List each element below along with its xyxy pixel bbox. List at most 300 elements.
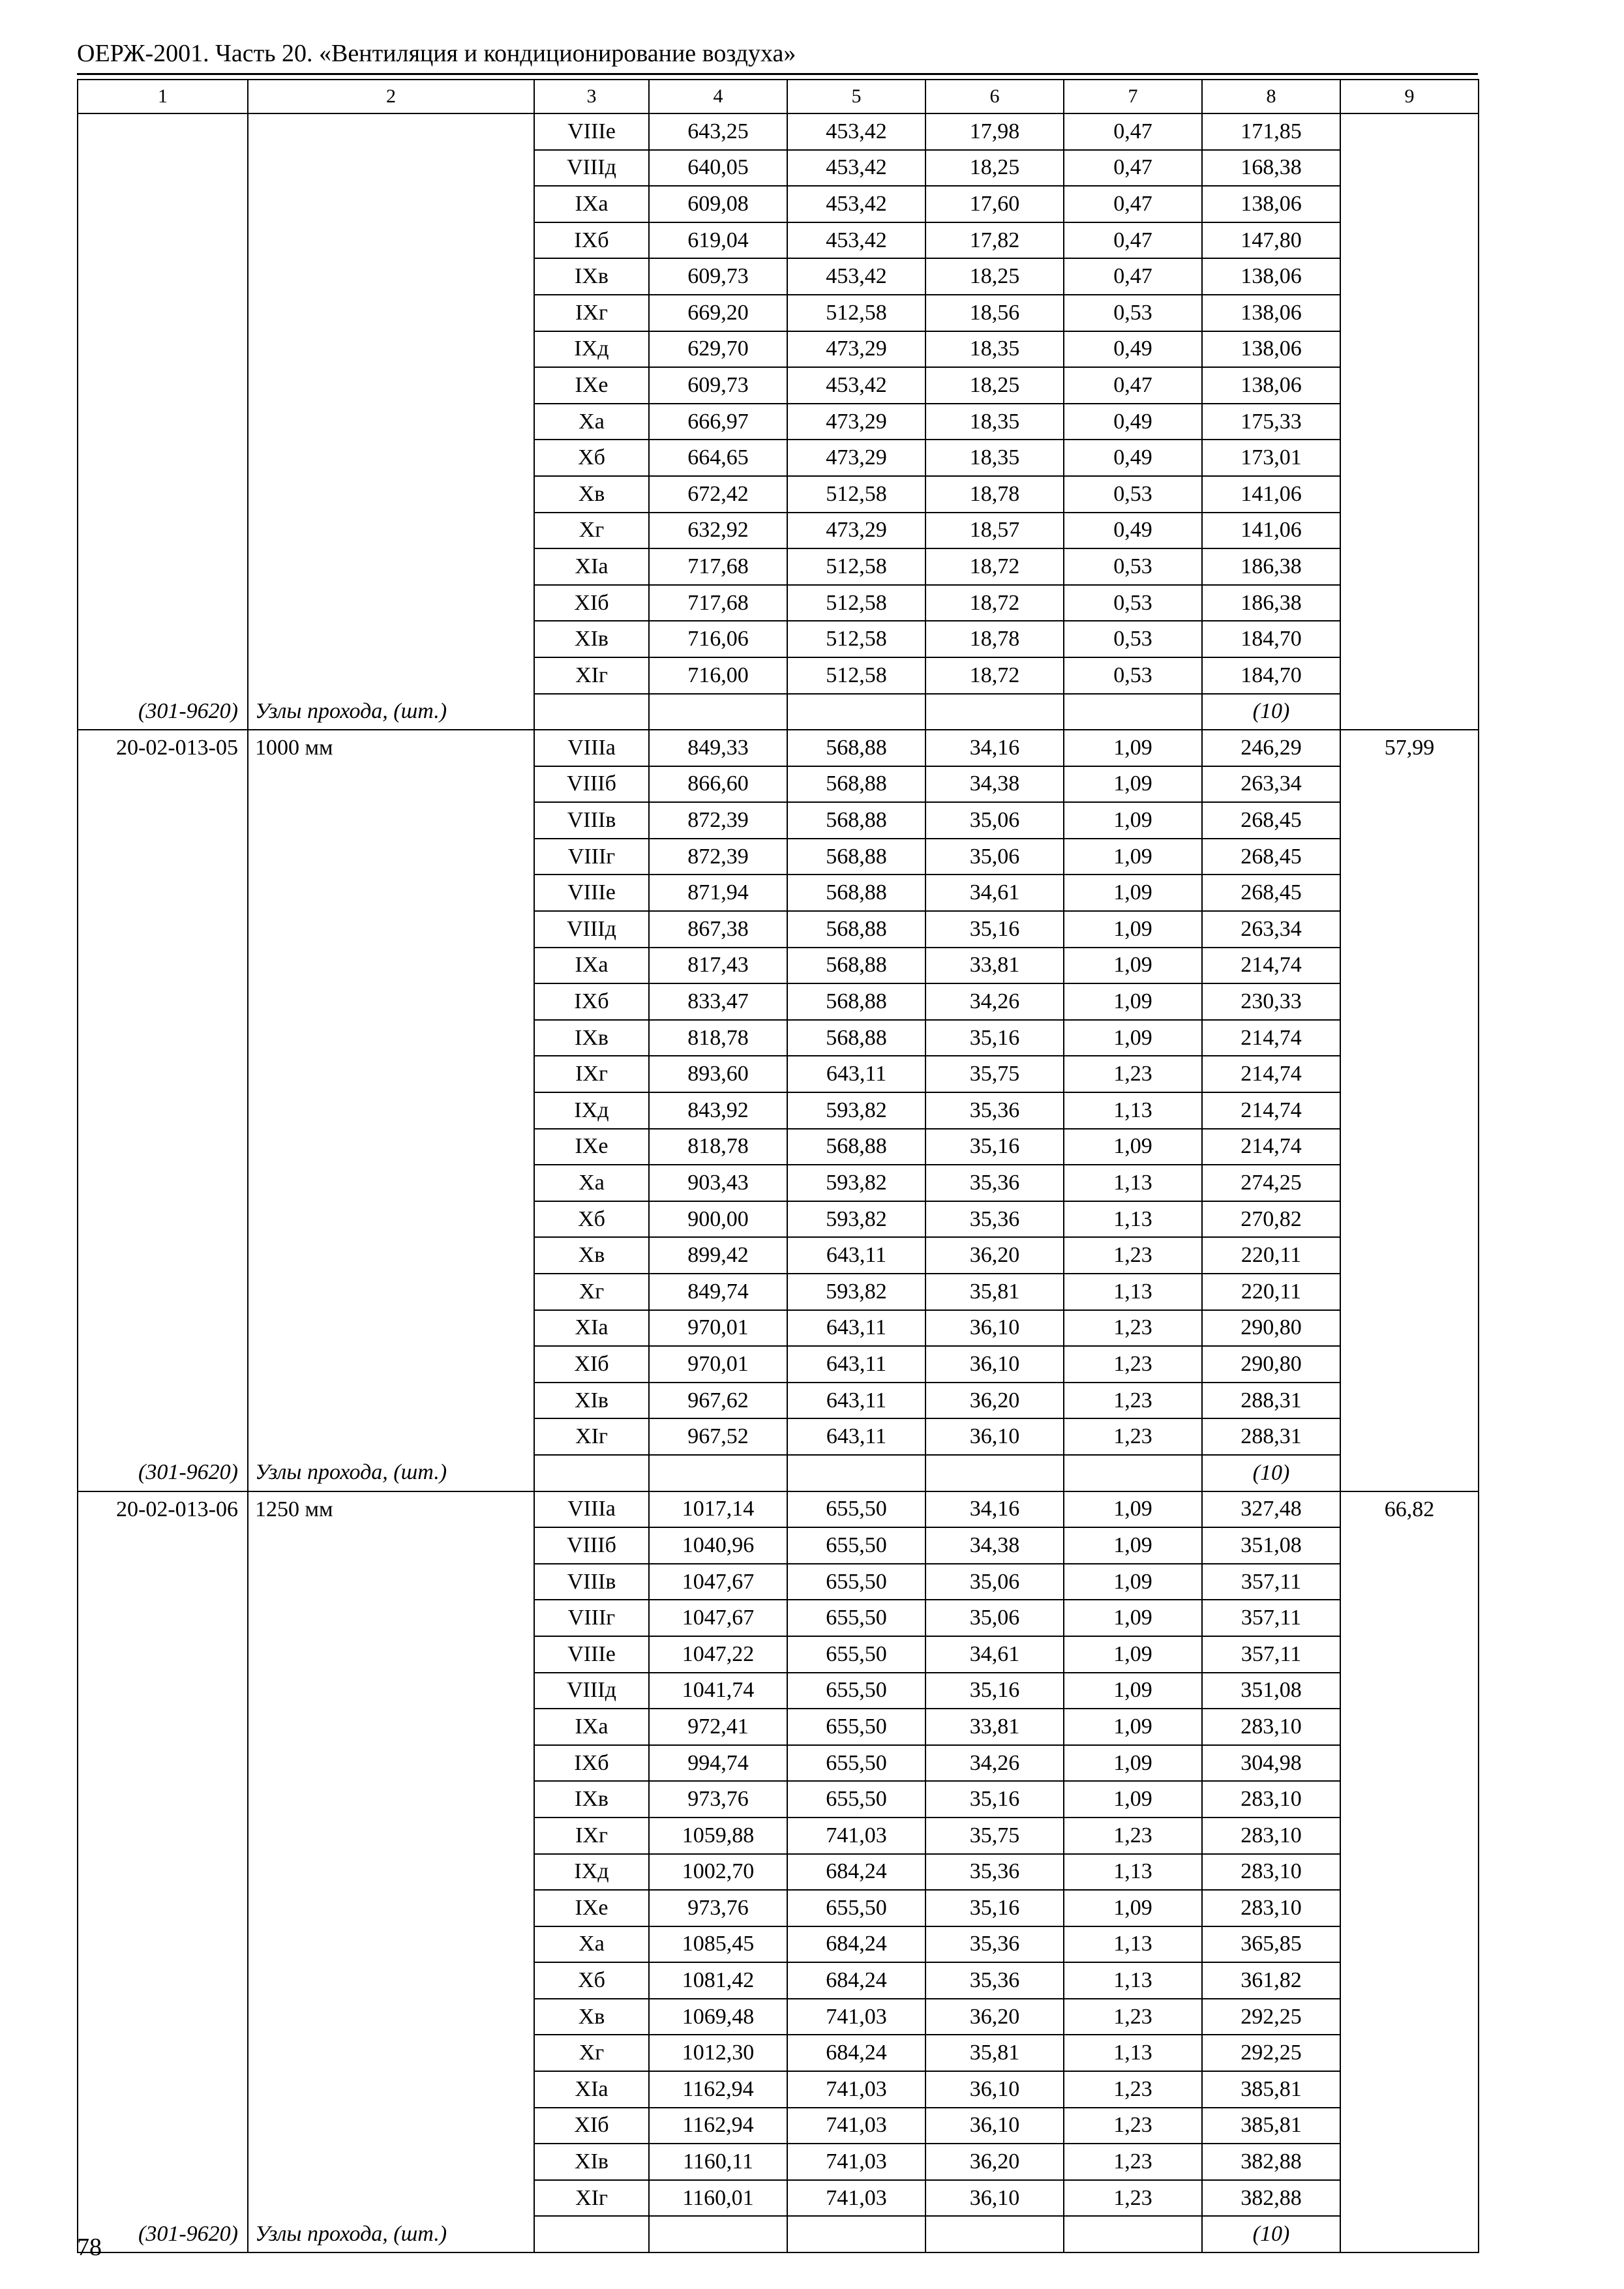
value-cell: 18,72 (925, 657, 1064, 694)
value-cell: 1,09 (1064, 983, 1202, 1020)
value-cell: 34,61 (925, 1636, 1064, 1673)
col9-cell: 57,99 (1340, 730, 1479, 766)
value-cell: 473,29 (787, 440, 925, 476)
work-name-cell (248, 2035, 534, 2071)
value-cell: 230,33 (1202, 983, 1340, 1020)
value-cell: 1085,45 (649, 1926, 787, 1963)
work-name-cell: 1000 мм (248, 730, 534, 766)
rate-code-cell (78, 1092, 248, 1129)
col9-cell (1340, 1418, 1479, 1455)
col9-cell (1340, 2035, 1479, 2071)
value-cell: 716,06 (649, 621, 787, 657)
value-cell: 1,23 (1064, 1383, 1202, 1419)
value-cell: 973,76 (649, 1890, 787, 1926)
value-cell: 17,60 (925, 186, 1064, 222)
value-cell: 1,23 (1064, 1237, 1202, 1274)
value-cell: 0,53 (1064, 585, 1202, 621)
rate-code-cell (78, 258, 248, 295)
value-cell: 1,23 (1064, 1818, 1202, 1854)
col9-cell (1340, 258, 1479, 295)
col9-cell (1340, 2108, 1479, 2144)
value-cell: 741,03 (787, 2144, 925, 2180)
value-cell: 1047,67 (649, 1564, 787, 1600)
value-cell (649, 694, 787, 730)
value-cell: 849,74 (649, 1274, 787, 1310)
rate-code-cell (78, 1056, 248, 1092)
value-cell: 1160,01 (649, 2180, 787, 2217)
value-cell: 593,82 (787, 1274, 925, 1310)
rate-code-cell (78, 875, 248, 911)
table-row (78, 2035, 1479, 2071)
value-cell: 817,43 (649, 948, 787, 984)
table-row (78, 1527, 1479, 1564)
value-cell: 263,34 (1202, 766, 1340, 803)
value-cell: 35,16 (925, 1020, 1064, 1056)
value-cell: 214,74 (1202, 1129, 1340, 1165)
rate-code-cell (78, 1636, 248, 1673)
value-cell: 593,82 (787, 1201, 925, 1238)
table-row (78, 1383, 1479, 1419)
value-cell: VIIIе (534, 875, 649, 911)
work-name-cell (248, 585, 534, 621)
table-row (78, 1600, 1479, 1636)
table-row (78, 1962, 1479, 1999)
table-row (78, 1201, 1479, 1238)
value-cell: 214,74 (1202, 1020, 1340, 1056)
value-cell: 1,09 (1064, 1745, 1202, 1782)
rate-code-cell (78, 1962, 248, 1999)
value-cell: 351,08 (1202, 1673, 1340, 1709)
column-number: 5 (787, 80, 925, 113)
column-number: 4 (649, 80, 787, 113)
value-cell: 716,00 (649, 657, 787, 694)
value-cell: 655,50 (787, 1491, 925, 1528)
value-cell: 1,23 (1064, 1999, 1202, 2035)
rate-code-cell (78, 1310, 248, 1347)
value-cell: 35,81 (925, 2035, 1064, 2071)
resource-footer-row (78, 2216, 1479, 2252)
value-cell: 1,09 (1064, 1890, 1202, 1926)
rate-code-cell (78, 1890, 248, 1926)
value-cell: VIIIб (534, 1527, 649, 1564)
col9-cell (1340, 911, 1479, 948)
value-cell: VIIIд (534, 150, 649, 187)
value-cell: 290,80 (1202, 1346, 1340, 1383)
table-row (78, 1129, 1479, 1165)
rate-code-cell (78, 1346, 248, 1383)
table-row (78, 1781, 1479, 1818)
value-cell: Xб (534, 1201, 649, 1238)
rate-code-cell (78, 1745, 248, 1782)
value-cell: 34,38 (925, 1527, 1064, 1564)
value-cell: 304,98 (1202, 1745, 1340, 1782)
table-row (78, 911, 1479, 948)
value-cell: 0,53 (1064, 476, 1202, 513)
value-cell: 385,81 (1202, 2108, 1340, 2144)
value-cell: 1160,11 (649, 2144, 787, 2180)
value-cell: IXа (534, 186, 649, 222)
work-name-cell (248, 1056, 534, 1092)
value-cell: 684,24 (787, 1962, 925, 1999)
table-row (78, 948, 1479, 984)
rate-code-cell (78, 766, 248, 803)
value-cell: XIг (534, 2180, 649, 2217)
value-cell: 473,29 (787, 331, 925, 368)
table-row (78, 1818, 1479, 1854)
value-cell: 453,42 (787, 150, 925, 187)
header-rule (77, 73, 1478, 75)
value-cell: 568,88 (787, 911, 925, 948)
value-cell: 361,82 (1202, 1962, 1340, 1999)
value-cell: Xб (534, 440, 649, 476)
value-cell: 643,11 (787, 1383, 925, 1419)
value-cell: XIг (534, 657, 649, 694)
work-name-cell (248, 404, 534, 440)
value-cell: IXд (534, 1854, 649, 1891)
table-row (78, 150, 1479, 187)
value-cell: 34,38 (925, 766, 1064, 803)
rate-code-cell (78, 1383, 248, 1419)
value-cell: 34,16 (925, 1491, 1064, 1528)
value-cell: 18,35 (925, 331, 1064, 368)
value-cell: VIIIе (534, 113, 649, 150)
value-cell: 35,16 (925, 1781, 1064, 1818)
value-cell: 1,09 (1064, 839, 1202, 875)
table-row (78, 2071, 1479, 2108)
value-cell (534, 1455, 649, 1491)
value-cell: 214,74 (1202, 1092, 1340, 1129)
rate-code-cell (78, 1201, 248, 1238)
table-row (78, 1709, 1479, 1745)
value-cell (787, 2216, 925, 2252)
table-row (78, 1274, 1479, 1310)
value-cell: 741,03 (787, 2108, 925, 2144)
value-cell: 17,98 (925, 113, 1064, 150)
value-cell: 655,50 (787, 1745, 925, 1782)
work-name-cell (248, 2108, 534, 2144)
value-cell: IXв (534, 258, 649, 295)
value-cell: 1,09 (1064, 1673, 1202, 1709)
value-cell: VIIIд (534, 911, 649, 948)
value-cell (649, 1455, 787, 1491)
value-cell: 0,53 (1064, 295, 1202, 331)
col9-cell (1340, 1745, 1479, 1782)
work-name-cell (248, 2144, 534, 2180)
value-cell (787, 694, 925, 730)
rate-code-cell (78, 911, 248, 948)
value-cell: 593,82 (787, 1165, 925, 1201)
value-cell: 1,09 (1064, 802, 1202, 839)
value-cell: 171,85 (1202, 113, 1340, 150)
resource-quantity-cell: (10) (1202, 1455, 1340, 1491)
rate-code-cell (78, 295, 248, 331)
column-number: 6 (925, 80, 1064, 113)
work-name-cell (248, 1564, 534, 1600)
table-row (78, 1418, 1479, 1455)
value-cell: Xв (534, 1999, 649, 2035)
value-cell: 0,49 (1064, 331, 1202, 368)
work-name-cell (248, 1854, 534, 1891)
rate-code-cell (78, 1709, 248, 1745)
value-cell: 365,85 (1202, 1926, 1340, 1963)
value-cell: 1040,96 (649, 1527, 787, 1564)
value-cell: 568,88 (787, 983, 925, 1020)
value-cell: VIIIб (534, 766, 649, 803)
value-cell: 473,29 (787, 513, 925, 549)
rate-code-cell (78, 1274, 248, 1310)
value-cell: 18,72 (925, 585, 1064, 621)
value-cell: 283,10 (1202, 1854, 1340, 1891)
value-cell: 1,23 (1064, 2180, 1202, 2217)
table-row (78, 440, 1479, 476)
value-cell: 35,16 (925, 1890, 1064, 1926)
value-cell: 274,25 (1202, 1165, 1340, 1201)
col9-cell (1340, 802, 1479, 839)
value-cell: 1,23 (1064, 1310, 1202, 1347)
rate-code-cell: 20-02-013-05 (78, 730, 248, 766)
table-row (78, 1636, 1479, 1673)
work-name-cell (248, 1962, 534, 1999)
value-cell: Xв (534, 476, 649, 513)
value-cell: 141,06 (1202, 476, 1340, 513)
value-cell: 0,47 (1064, 113, 1202, 150)
value-cell: 357,11 (1202, 1564, 1340, 1600)
table-body (78, 113, 1479, 2252)
table-row (78, 1999, 1479, 2035)
value-cell: 186,38 (1202, 585, 1340, 621)
value-cell: 568,88 (787, 948, 925, 984)
value-cell: IXе (534, 1129, 649, 1165)
value-cell: 0,53 (1064, 657, 1202, 694)
table-row (78, 766, 1479, 803)
table-row (78, 476, 1479, 513)
work-name-cell (248, 1926, 534, 1963)
col9-cell (1340, 694, 1479, 730)
value-cell: 35,36 (925, 1165, 1064, 1201)
work-name-cell (248, 2071, 534, 2108)
value-cell: XIа (534, 548, 649, 585)
value-cell: XIб (534, 1346, 649, 1383)
value-cell: 833,47 (649, 983, 787, 1020)
value-cell (787, 1455, 925, 1491)
work-name-cell (248, 113, 534, 150)
value-cell: 1,13 (1064, 1926, 1202, 1963)
value-cell: 972,41 (649, 1709, 787, 1745)
value-cell: 263,34 (1202, 911, 1340, 948)
rate-code-cell (78, 948, 248, 984)
rate-code-cell (78, 150, 248, 187)
value-cell (925, 694, 1064, 730)
col9-cell (1340, 1564, 1479, 1600)
value-cell: 1,23 (1064, 2071, 1202, 2108)
col9-cell (1340, 295, 1479, 331)
work-name-cell (248, 1237, 534, 1274)
work-name-cell (248, 1818, 534, 1854)
col9-cell (1340, 2180, 1479, 2217)
resource-footer-row (78, 1455, 1479, 1491)
value-cell: 35,16 (925, 1673, 1064, 1709)
value-cell: XIа (534, 2071, 649, 2108)
value-cell: 138,06 (1202, 295, 1340, 331)
rate-code-cell (78, 657, 248, 694)
value-cell: VIIIд (534, 1673, 649, 1709)
page-number: 78 (77, 2234, 102, 2261)
value-cell: 283,10 (1202, 1890, 1340, 1926)
value-cell: 893,60 (649, 1056, 787, 1092)
resource-quantity-cell: (10) (1202, 2216, 1340, 2252)
work-name-cell (248, 186, 534, 222)
col9-cell (1340, 440, 1479, 476)
value-cell: 1,13 (1064, 1092, 1202, 1129)
work-name-cell (248, 513, 534, 549)
rate-code-cell (78, 1527, 248, 1564)
table-row (78, 1020, 1479, 1056)
value-cell: 283,10 (1202, 1818, 1340, 1854)
col9-cell (1340, 1056, 1479, 1092)
value-cell: 1069,48 (649, 1999, 787, 2035)
value-cell: 0,47 (1064, 258, 1202, 295)
value-cell: 0,49 (1064, 404, 1202, 440)
rate-code-cell (78, 1999, 248, 2035)
value-cell: Xа (534, 1165, 649, 1201)
value-cell: 568,88 (787, 839, 925, 875)
col9-cell (1340, 1129, 1479, 1165)
value-cell: 1,09 (1064, 1527, 1202, 1564)
value-cell: 268,45 (1202, 839, 1340, 875)
value-cell: 664,65 (649, 440, 787, 476)
col9-cell (1340, 1999, 1479, 2035)
value-cell: 717,68 (649, 585, 787, 621)
rate-code-cell (78, 2071, 248, 2108)
value-cell: 35,06 (925, 1564, 1064, 1600)
value-cell: 512,58 (787, 657, 925, 694)
value-cell: 1,13 (1064, 2035, 1202, 2071)
value-cell: 655,50 (787, 1636, 925, 1673)
value-cell: 1,09 (1064, 911, 1202, 948)
value-cell: 669,20 (649, 295, 787, 331)
value-cell: 141,06 (1202, 513, 1340, 549)
col9-cell (1340, 2071, 1479, 2108)
value-cell: 0,47 (1064, 150, 1202, 187)
table-row (78, 222, 1479, 259)
value-cell: XIб (534, 585, 649, 621)
value-cell: 568,88 (787, 1129, 925, 1165)
value-cell: 36,20 (925, 1999, 1064, 2035)
rate-code-cell (78, 513, 248, 549)
work-name-cell (248, 295, 534, 331)
resource-name-cell: Узлы прохода, (шт.) (248, 694, 534, 730)
value-cell: 655,50 (787, 1890, 925, 1926)
value-cell: VIIIг (534, 839, 649, 875)
value-cell: 568,88 (787, 766, 925, 803)
work-name-cell (248, 150, 534, 187)
rate-code-cell (78, 802, 248, 839)
value-cell: 1,23 (1064, 1346, 1202, 1383)
value-cell: 643,11 (787, 1056, 925, 1092)
value-cell: 36,10 (925, 1418, 1064, 1455)
value-cell (1064, 1455, 1202, 1491)
table-row (78, 585, 1479, 621)
value-cell: 186,38 (1202, 548, 1340, 585)
rate-code-cell (78, 2035, 248, 2071)
table-row (78, 1237, 1479, 1274)
value-cell: 512,58 (787, 476, 925, 513)
table-row (78, 1165, 1479, 1201)
work-name-cell (248, 476, 534, 513)
col9-cell: 66,82 (1340, 1491, 1479, 1528)
value-cell: 655,50 (787, 1600, 925, 1636)
value-cell: 970,01 (649, 1346, 787, 1383)
col9-cell (1340, 150, 1479, 187)
table-row (78, 1056, 1479, 1092)
value-cell: VIIIа (534, 1491, 649, 1528)
col9-cell (1340, 2144, 1479, 2180)
value-cell: 18,25 (925, 150, 1064, 187)
rate-code-cell (78, 2144, 248, 2180)
value-cell: 35,36 (925, 1201, 1064, 1238)
value-cell: 35,75 (925, 1818, 1064, 1854)
value-cell: 35,81 (925, 1274, 1064, 1310)
work-name-cell (248, 1418, 534, 1455)
value-cell: XIв (534, 621, 649, 657)
table-row (78, 730, 1479, 766)
value-cell: 17,82 (925, 222, 1064, 259)
value-cell: 246,29 (1202, 730, 1340, 766)
value-cell: 1002,70 (649, 1854, 787, 1891)
value-cell: 1,09 (1064, 730, 1202, 766)
column-number: 8 (1202, 80, 1340, 113)
value-cell: 34,26 (925, 983, 1064, 1020)
rate-code-cell (78, 1564, 248, 1600)
value-cell: 0,49 (1064, 440, 1202, 476)
value-cell (1064, 694, 1202, 730)
value-cell: 18,56 (925, 295, 1064, 331)
value-cell: 453,42 (787, 186, 925, 222)
work-name-cell (248, 1890, 534, 1926)
work-name-cell (248, 802, 534, 839)
value-cell: Xб (534, 1962, 649, 1999)
value-cell: 593,82 (787, 1092, 925, 1129)
value-cell: 1,13 (1064, 1165, 1202, 1201)
col9-cell (1340, 1636, 1479, 1673)
value-cell: XIв (534, 1383, 649, 1419)
page-header: ОЕРЖ-2001. Часть 20. «Вентиляция и кондиционирование воздуха» (77, 40, 796, 67)
value-cell: 1017,14 (649, 1491, 787, 1528)
value-cell: 35,16 (925, 1129, 1064, 1165)
col9-cell (1340, 657, 1479, 694)
rate-code-cell (78, 2180, 248, 2217)
work-name-cell (248, 766, 534, 803)
value-cell: XIб (534, 2108, 649, 2144)
work-name-cell (248, 1745, 534, 1782)
col9-cell (1340, 983, 1479, 1020)
value-cell: 684,24 (787, 1854, 925, 1891)
col9-cell (1340, 331, 1479, 368)
rate-code-cell (78, 2108, 248, 2144)
value-cell: 138,06 (1202, 367, 1340, 404)
value-cell: 18,35 (925, 440, 1064, 476)
value-cell: 1,09 (1064, 1564, 1202, 1600)
col9-cell (1340, 1709, 1479, 1745)
col9-cell (1340, 2216, 1479, 2252)
value-cell: 1,09 (1064, 766, 1202, 803)
column-number: 7 (1064, 80, 1202, 113)
value-cell: 643,11 (787, 1346, 925, 1383)
column-number: 2 (248, 80, 534, 113)
value-cell: 18,35 (925, 404, 1064, 440)
work-name-cell (248, 1310, 534, 1347)
value-cell: 0,47 (1064, 367, 1202, 404)
